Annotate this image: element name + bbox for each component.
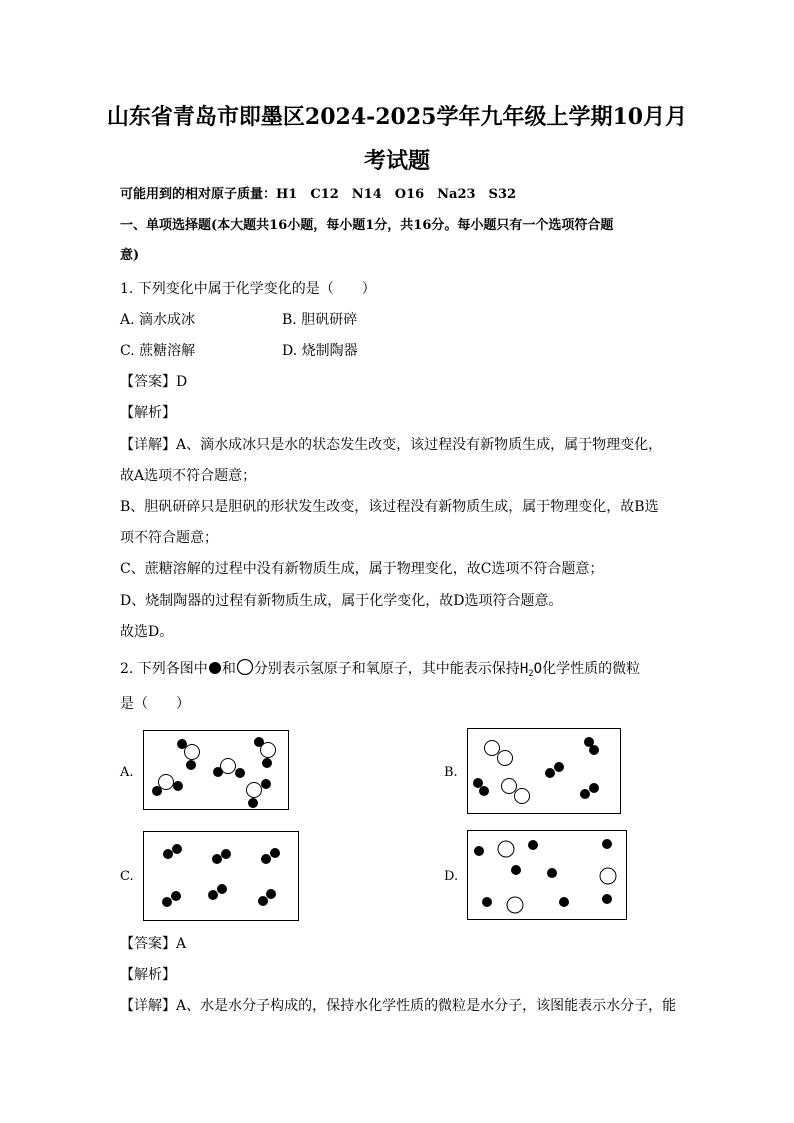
water-formula: $H_2O$ xyxy=(519,661,543,679)
q2-stem-line1 xyxy=(120,659,640,684)
q1-detail-line2: 故A选项不符合题意； xyxy=(120,468,257,484)
q2-stem-line2: 是（ ） xyxy=(120,696,190,712)
diagram-option-b xyxy=(467,728,621,814)
hydrogen-atom xyxy=(474,846,484,856)
q1-analysis-label: 【解析】 xyxy=(120,405,176,421)
q2-detail-line1: 【详解】A、水是水分子构成的，保持水化学性质的微粒是水分子，该图能表示水分子，能 xyxy=(120,998,677,1014)
hydrogen-atom xyxy=(528,840,538,850)
atomic-masses-note: 可能用到的相对原子质量：H1 C12 N14 O16 Na23 S32 xyxy=(120,187,517,202)
hydrogen-atom-icon xyxy=(208,661,222,675)
document-title-line2: 考试题 xyxy=(363,148,430,174)
q2-analysis-label: 【解析】 xyxy=(120,967,176,983)
oxygen-atom xyxy=(600,868,616,884)
q2-label-b: B. xyxy=(444,765,458,780)
oxygen-atom xyxy=(507,897,523,913)
hydrogen-atom xyxy=(511,865,521,875)
hydrogen-atom xyxy=(547,868,557,878)
q1-answer: 【答案】D xyxy=(120,374,188,390)
diagram-option-c xyxy=(143,831,299,921)
q2-label-d: D. xyxy=(444,869,459,884)
q1-detail-line5: C、蔗糖溶解的过程中没有新物质生成，属于物理变化，故C选项不符合题意； xyxy=(120,561,604,577)
oxygen-atom-icon xyxy=(236,659,254,675)
hydrogen-atom xyxy=(482,897,492,907)
diagram-option-a xyxy=(143,730,289,810)
document-title-line1: 山东省青岛市即墨区2024-2025学年九年级上学期10月月 xyxy=(106,104,688,130)
oxygen-atom xyxy=(498,841,514,857)
q2-stem-part2: 和 xyxy=(221,661,236,677)
hydrogen-atom xyxy=(559,897,569,907)
hydrogen-atom xyxy=(602,839,612,849)
q2-label-c: C. xyxy=(120,869,134,884)
q2-label-a: A. xyxy=(120,765,134,780)
q1-stem: 1. 下列变化中属于化学变化的是（ ） xyxy=(120,281,376,297)
hydrogen-atom xyxy=(602,894,612,904)
q2-answer: 【答案】A xyxy=(120,936,187,952)
q1-option-a: A. 滴水成冰 xyxy=(120,312,196,328)
q1-detail-line6: D、烧制陶器的过程有新物质生成，属于化学变化，故D选项符合题意。 xyxy=(120,593,563,609)
q1-detail-line1: 【详解】A、滴水成冰只是水的状态发生改变，该过程没有新物质生成，属于物理变化， xyxy=(120,437,663,453)
diagram-option-d xyxy=(467,830,627,920)
section-heading-line2: 意) xyxy=(120,248,140,263)
q1-conclusion: 故选D。 xyxy=(120,624,174,640)
q1-option-c: C. 蔗糖溶解 xyxy=(120,343,196,359)
section-heading-line1: 一、单项选择题(本大题共16小题，每小题1分，共16分。每小题只有一个选项符合题 xyxy=(120,218,614,233)
q2-stem-part1: 2. 下列各图中 xyxy=(120,661,208,677)
q1-option-d: D. 烧制陶器 xyxy=(282,343,358,359)
q1-detail-line3: B、胆矾研碎只是胆矾的形状发生改变，该过程没有新物质生成，属于物理变化，故B选 xyxy=(120,499,659,515)
q1-option-b: B. 胆矾研碎 xyxy=(282,312,358,328)
q2-stem-part4: 化学性质的微粒 xyxy=(542,661,641,677)
q1-detail-line4: 项不符合题意； xyxy=(120,530,218,546)
q2-stem-part3: 分别表示氢原子和氧原子，其中能表示保持 xyxy=(253,661,520,677)
